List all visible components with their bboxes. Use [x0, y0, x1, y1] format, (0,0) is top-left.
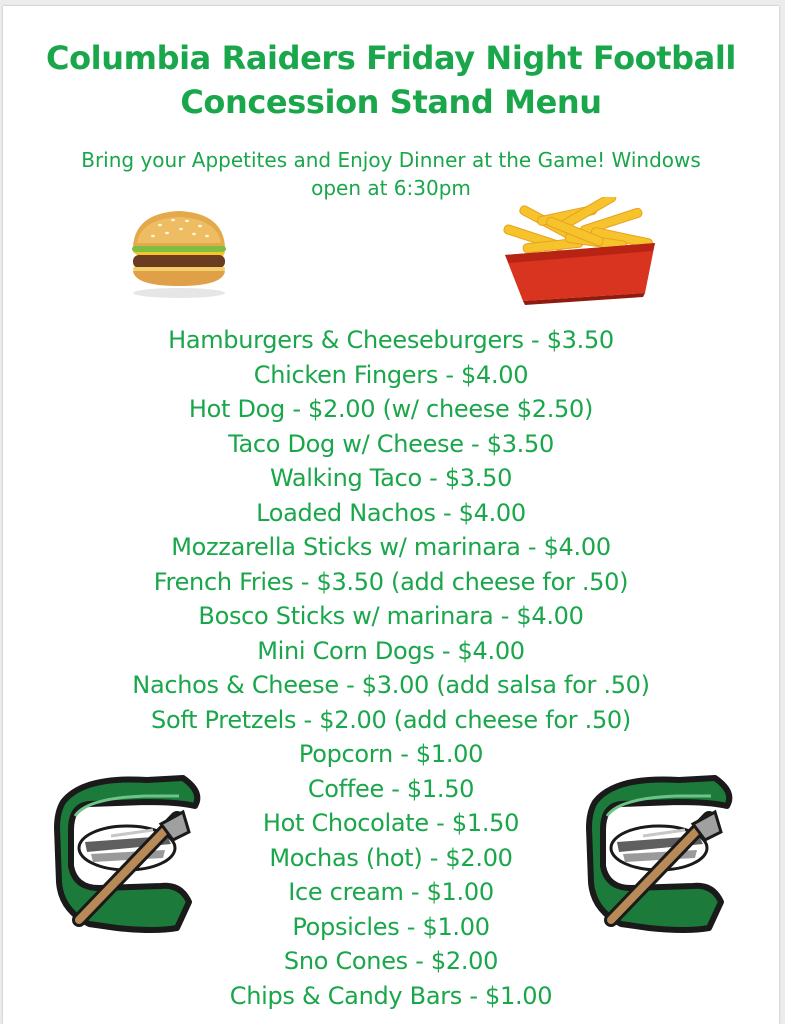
menu-item: Popsicles - $1.00 [292, 912, 490, 941]
page-title [3, 36, 779, 124]
title-line-1: Columbia Raiders Friday Night Football [46, 39, 736, 77]
burger-icon [115, 189, 245, 319]
menu-item: Soft Pretzels - $2.00 (add cheese for .50) [151, 705, 631, 734]
menu-item: Chicken Fingers - $4.00 [253, 360, 529, 389]
menu-item: Hot Chocolate - $1.50 [262, 809, 520, 837]
menu-item: French Fries - $3.50 (add cheese for .50) [153, 567, 629, 596]
menu-item: Popcorn - $1.00 [298, 740, 484, 768]
menu-item: Mochas (hot) - $2.00 [269, 843, 513, 872]
menu-item: Coffee - $1.50 [307, 774, 475, 803]
menu-item: Mozzarella Sticks w/ marinara - $4.00 [171, 533, 611, 561]
title-line-2: Concession Stand Menu [180, 83, 602, 121]
menu-item: Mini Corn Dogs - $4.00 [257, 636, 525, 665]
menu-item: Loaded Nachos - $4.00 [256, 498, 526, 527]
subtitle-line-2: open at 6:30pm [311, 176, 471, 200]
subtitle-line-1: Bring your Appetites and Enjoy Dinner at the Game! Windows [81, 148, 701, 172]
menu-item: Taco Dog w/ Cheese - $3.50 [228, 429, 554, 458]
menu-item: Hot Dog - $2.00 (w/ cheese $2.50) [188, 395, 594, 423]
raiders-logo-left [27, 732, 227, 954]
fries-icon [493, 197, 663, 307]
menu-item: Bosco Sticks w/ marinara - $4.00 [198, 602, 584, 630]
menu-item: Hamburgers & Cheeseburgers - $3.50 [168, 326, 614, 354]
menu-item: Chips & Candy Bars - $1.00 [229, 981, 553, 1010]
menu-item: Sno Cones - $2.00 [283, 947, 499, 975]
menu-item: Walking Taco - $3.50 [269, 464, 513, 492]
raiders-logo-right [559, 732, 759, 954]
menu-page [3, 6, 779, 1024]
menu-item: Nachos & Cheese - $3.00 (add salsa for .50) [132, 671, 650, 699]
menu-item: Ice cream - $1.00 [288, 878, 494, 906]
